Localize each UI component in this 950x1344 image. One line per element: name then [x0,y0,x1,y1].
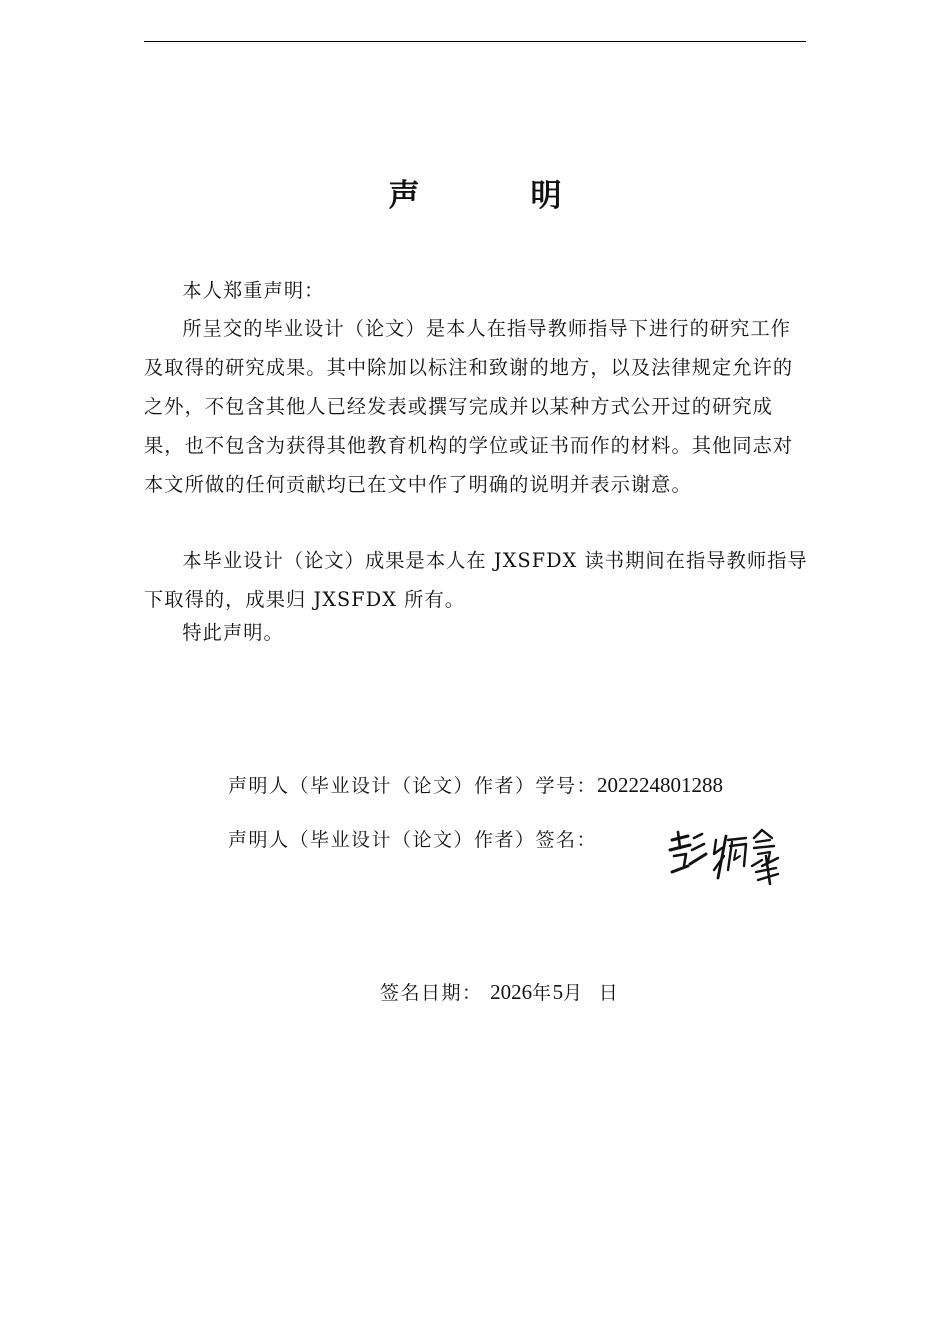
handwritten-signature [666,826,784,888]
student-id-label: 声明人（毕业设计（论文）作者）学号： [228,775,598,797]
date-month-unit: 月 [563,982,584,1004]
date-month: 5 [552,980,564,1004]
declaration-paragraph-1 [144,309,808,504]
date-day-unit: 日 [598,982,620,1004]
intro-text: 本人郑重声明： [182,279,325,302]
date-year: 2026 [490,980,533,1004]
date-label: 签名日期： [380,982,483,1004]
date-year-unit: 年 [532,982,553,1004]
paragraph-1-text: 所呈交的毕业设计（论文）是本人在指导教师指导下进行的研究工作及取得的研究成果。其中除加以标注和致谢的地方，以及法律规定允许的之外，不包含其他人已经发表或撰写完成并以某种方式公开过的研究成果，也不包含为获得其他教育机构的学位或证书而作的材料。其他同志对本文所做的任何贡献均已在文中作了明确的说明并表示谢意。 [144,317,794,496]
student-id-line [228,771,723,798]
page-title: 声 明 [388,178,602,214]
signature-line [228,825,597,852]
closing-text: 特此声明。 [182,621,284,644]
signature-date-line [380,978,619,1005]
student-id-value: 202224801288 [597,773,724,797]
header-rule [144,41,806,42]
declaration-intro [144,271,808,310]
signature-label: 声明人（毕业设计（论文）作者）签名： [228,829,598,851]
declaration-paragraph-2 [144,541,808,619]
paragraph-2-text: 本毕业设计（论文）成果是本人在 JXSFDX 读书期间在指导教师指导下取得的，成果归 JXSFDX 所有。 [144,549,808,611]
declaration-closing [144,613,808,652]
